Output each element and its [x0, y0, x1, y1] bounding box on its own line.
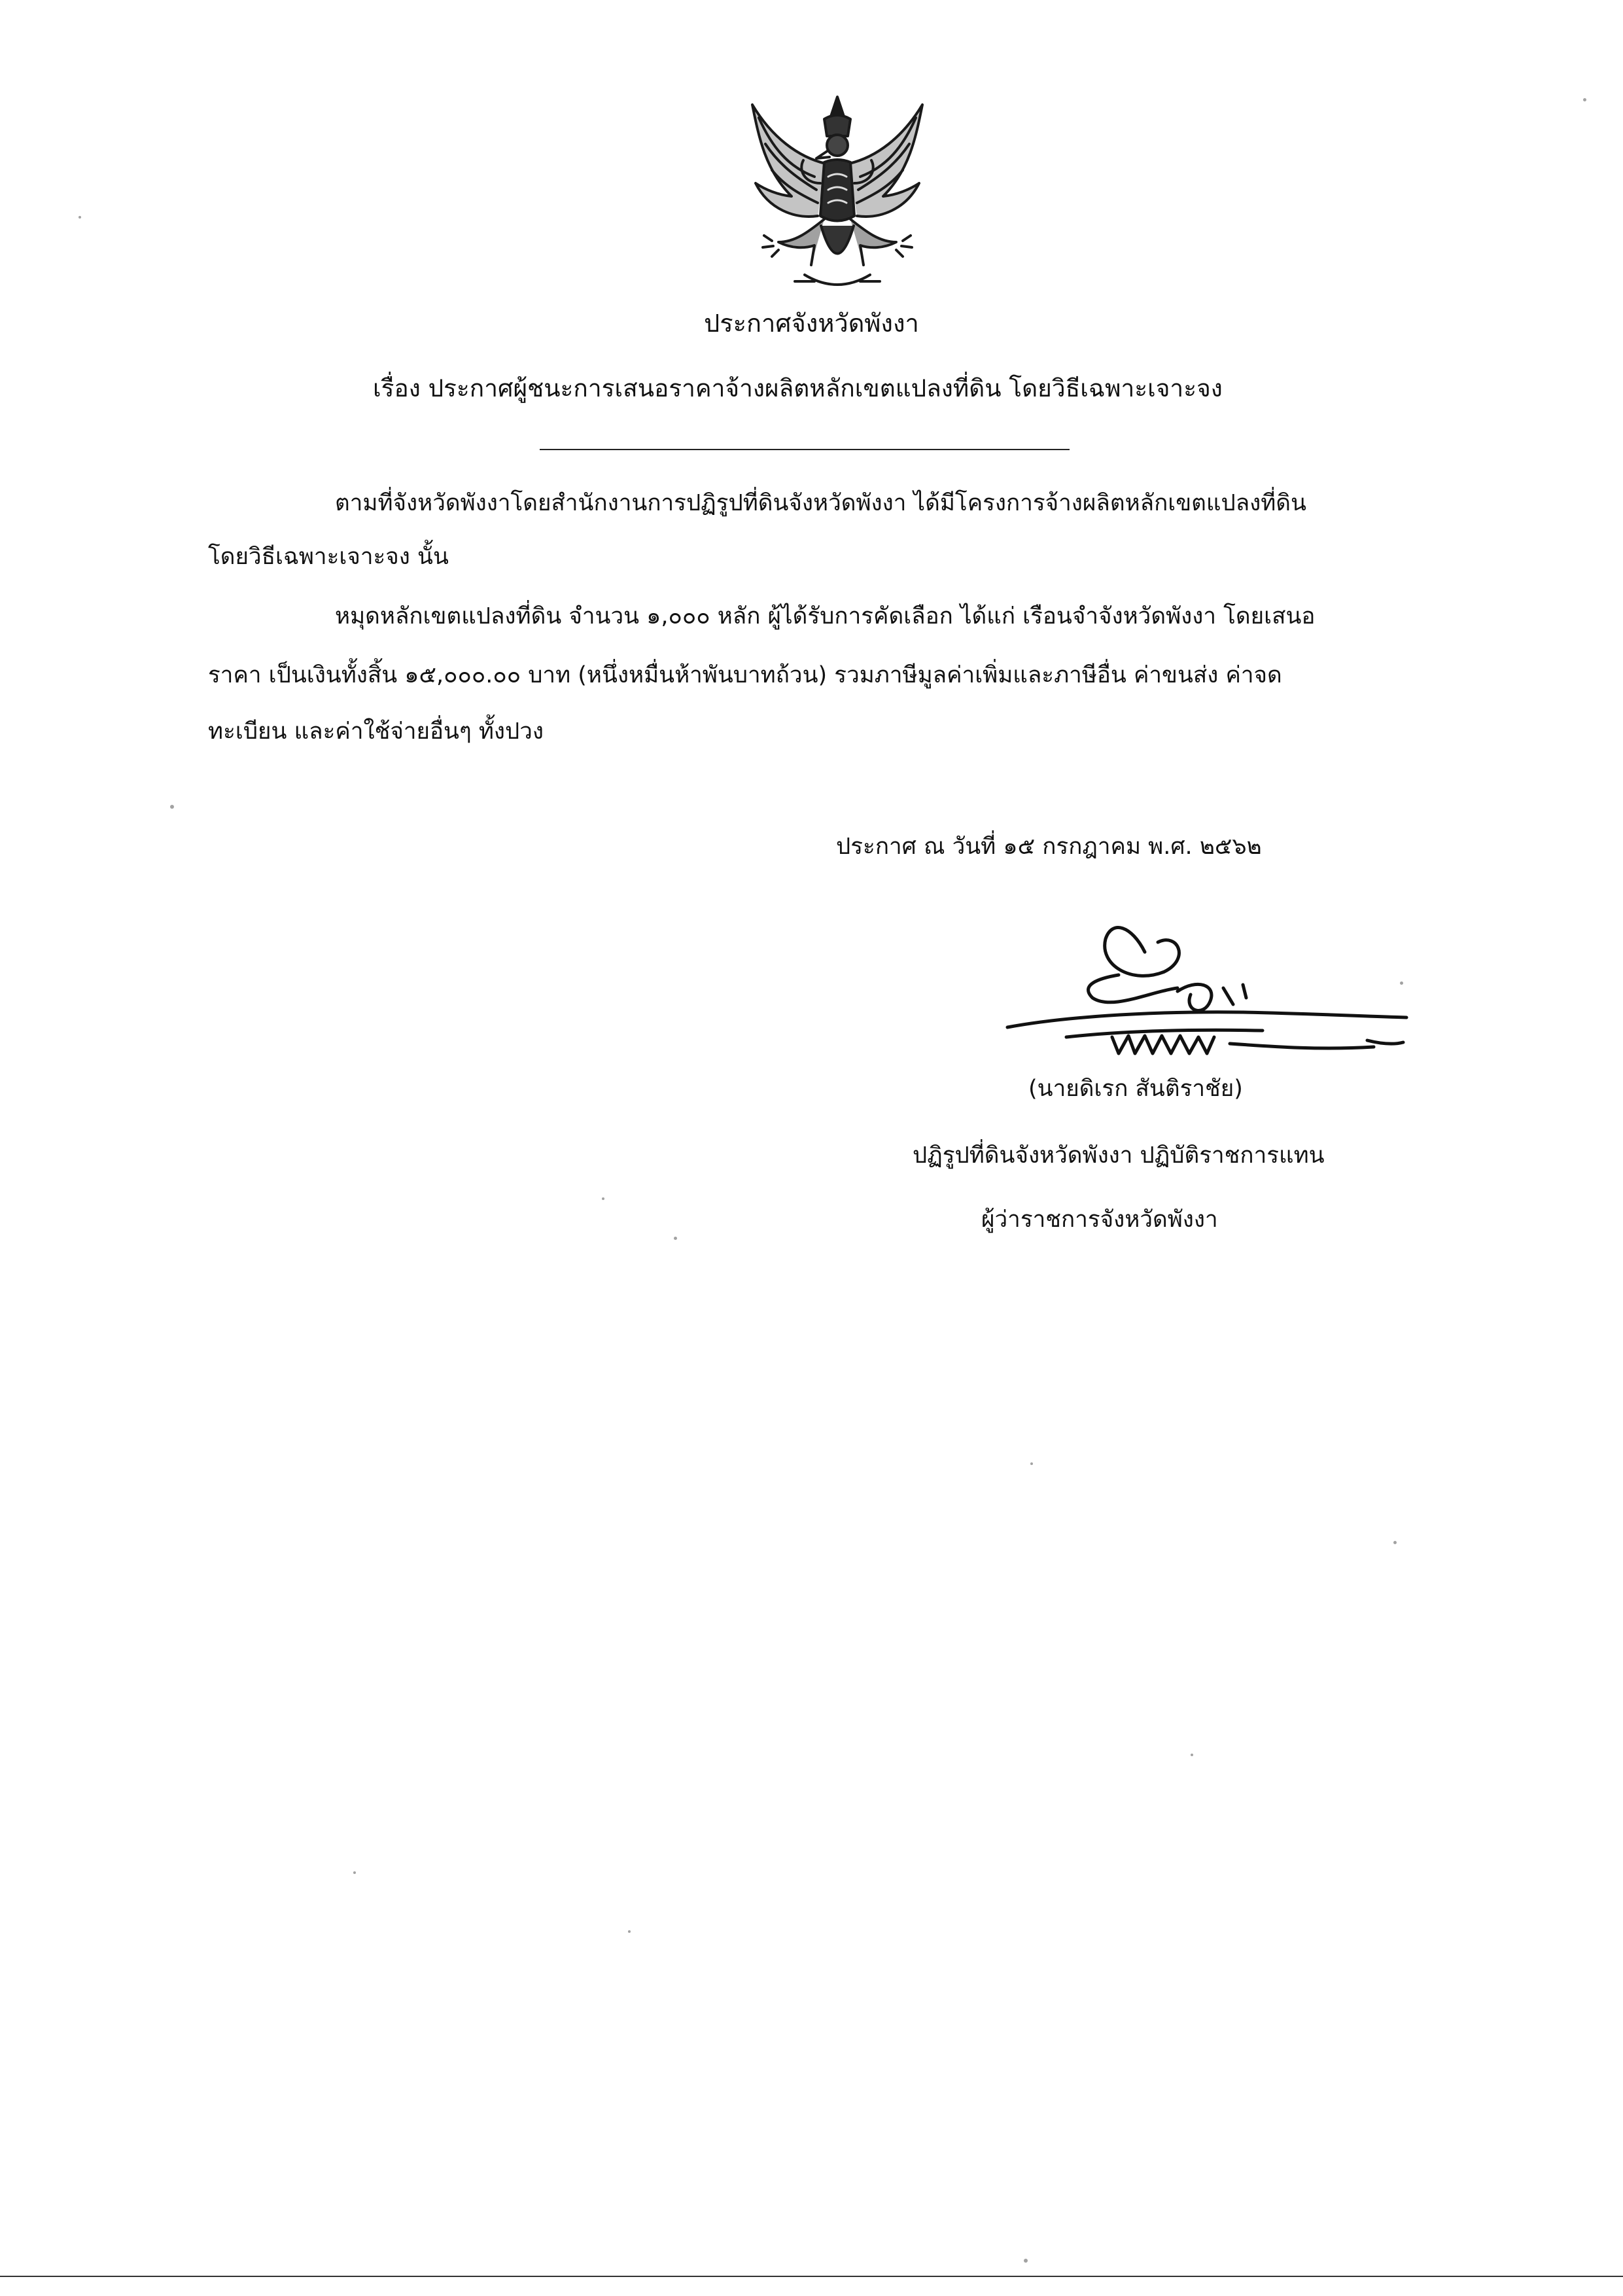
signer-name: (นายดิเรก สันติราชัย) [1028, 1076, 1243, 1102]
scan-speck [1030, 1462, 1033, 1465]
scan-speck [628, 1930, 631, 1933]
paragraph-1-line-2: โดยวิธีเฉพาะเจาะจง นั้น [208, 544, 449, 570]
announcement-date: ประกาศ ณ วันที่ ๑๕ กรกฎาคม พ.ศ. ๒๕๖๒ [836, 834, 1262, 860]
paragraph-2-line-3: ทะเบียน และค่าใช้จ่ายอื่นๆ ทั้งปวง [208, 718, 544, 745]
title-divider [540, 449, 1070, 450]
subject-line: เรื่อง ประกาศผู้ชนะการเสนอราคาจ้างผลิตหลักเขตแปลงที่ดิน โดยวิธีเฉพาะเจาะจง [373, 374, 1223, 402]
page-title: ประกาศจังหวัดพังงา [704, 309, 919, 338]
handwritten-signature [981, 913, 1426, 1083]
scan-speck [79, 216, 81, 219]
scan-speck [353, 1871, 356, 1874]
scan-speck [170, 805, 174, 809]
garuda-emblem-icon [733, 85, 942, 301]
paragraph-2-line-1: หมุดหลักเขตแปลงที่ดิน จำนวน ๑,๐๐๐ หลัก ผู้ได้รับการคัดเลือก ได้แก่ เรือนจำจังหวัดพังงา โดยเสนอ [335, 603, 1316, 629]
scan-speck [1393, 1541, 1397, 1544]
page-bottom-edge [0, 2276, 1623, 2277]
scan-speck [1191, 1754, 1193, 1756]
scan-speck [1583, 98, 1586, 101]
scan-speck [602, 1197, 604, 1200]
paragraph-2-line-2: ราคา เป็นเงินทั้งสิ้น ๑๕,๐๐๐.๐๐ บาท (หนึ่งหมื่นห้าพันบาทถ้วน) รวมภาษีมูลค่าเพิ่มและภาษีอื่น ค่าขนส่ง ค่าจด [208, 662, 1282, 688]
scan-speck [674, 1237, 677, 1240]
paragraph-1-line-1: ตามที่จังหวัดพังงาโดยสำนักงานการปฏิรูปที่ดินจังหวัดพังงา ได้มีโครงการจ้างผลิตหลักเขตแปลงที่ดิน [335, 490, 1306, 516]
signer-position-line-1: ปฏิรูปที่ดินจังหวัดพังงา ปฏิบัติราชการแทน [913, 1142, 1325, 1169]
signer-position-line-2: ผู้ว่าราชการจังหวัดพังงา [981, 1207, 1218, 1233]
scan-speck [1024, 2259, 1028, 2263]
